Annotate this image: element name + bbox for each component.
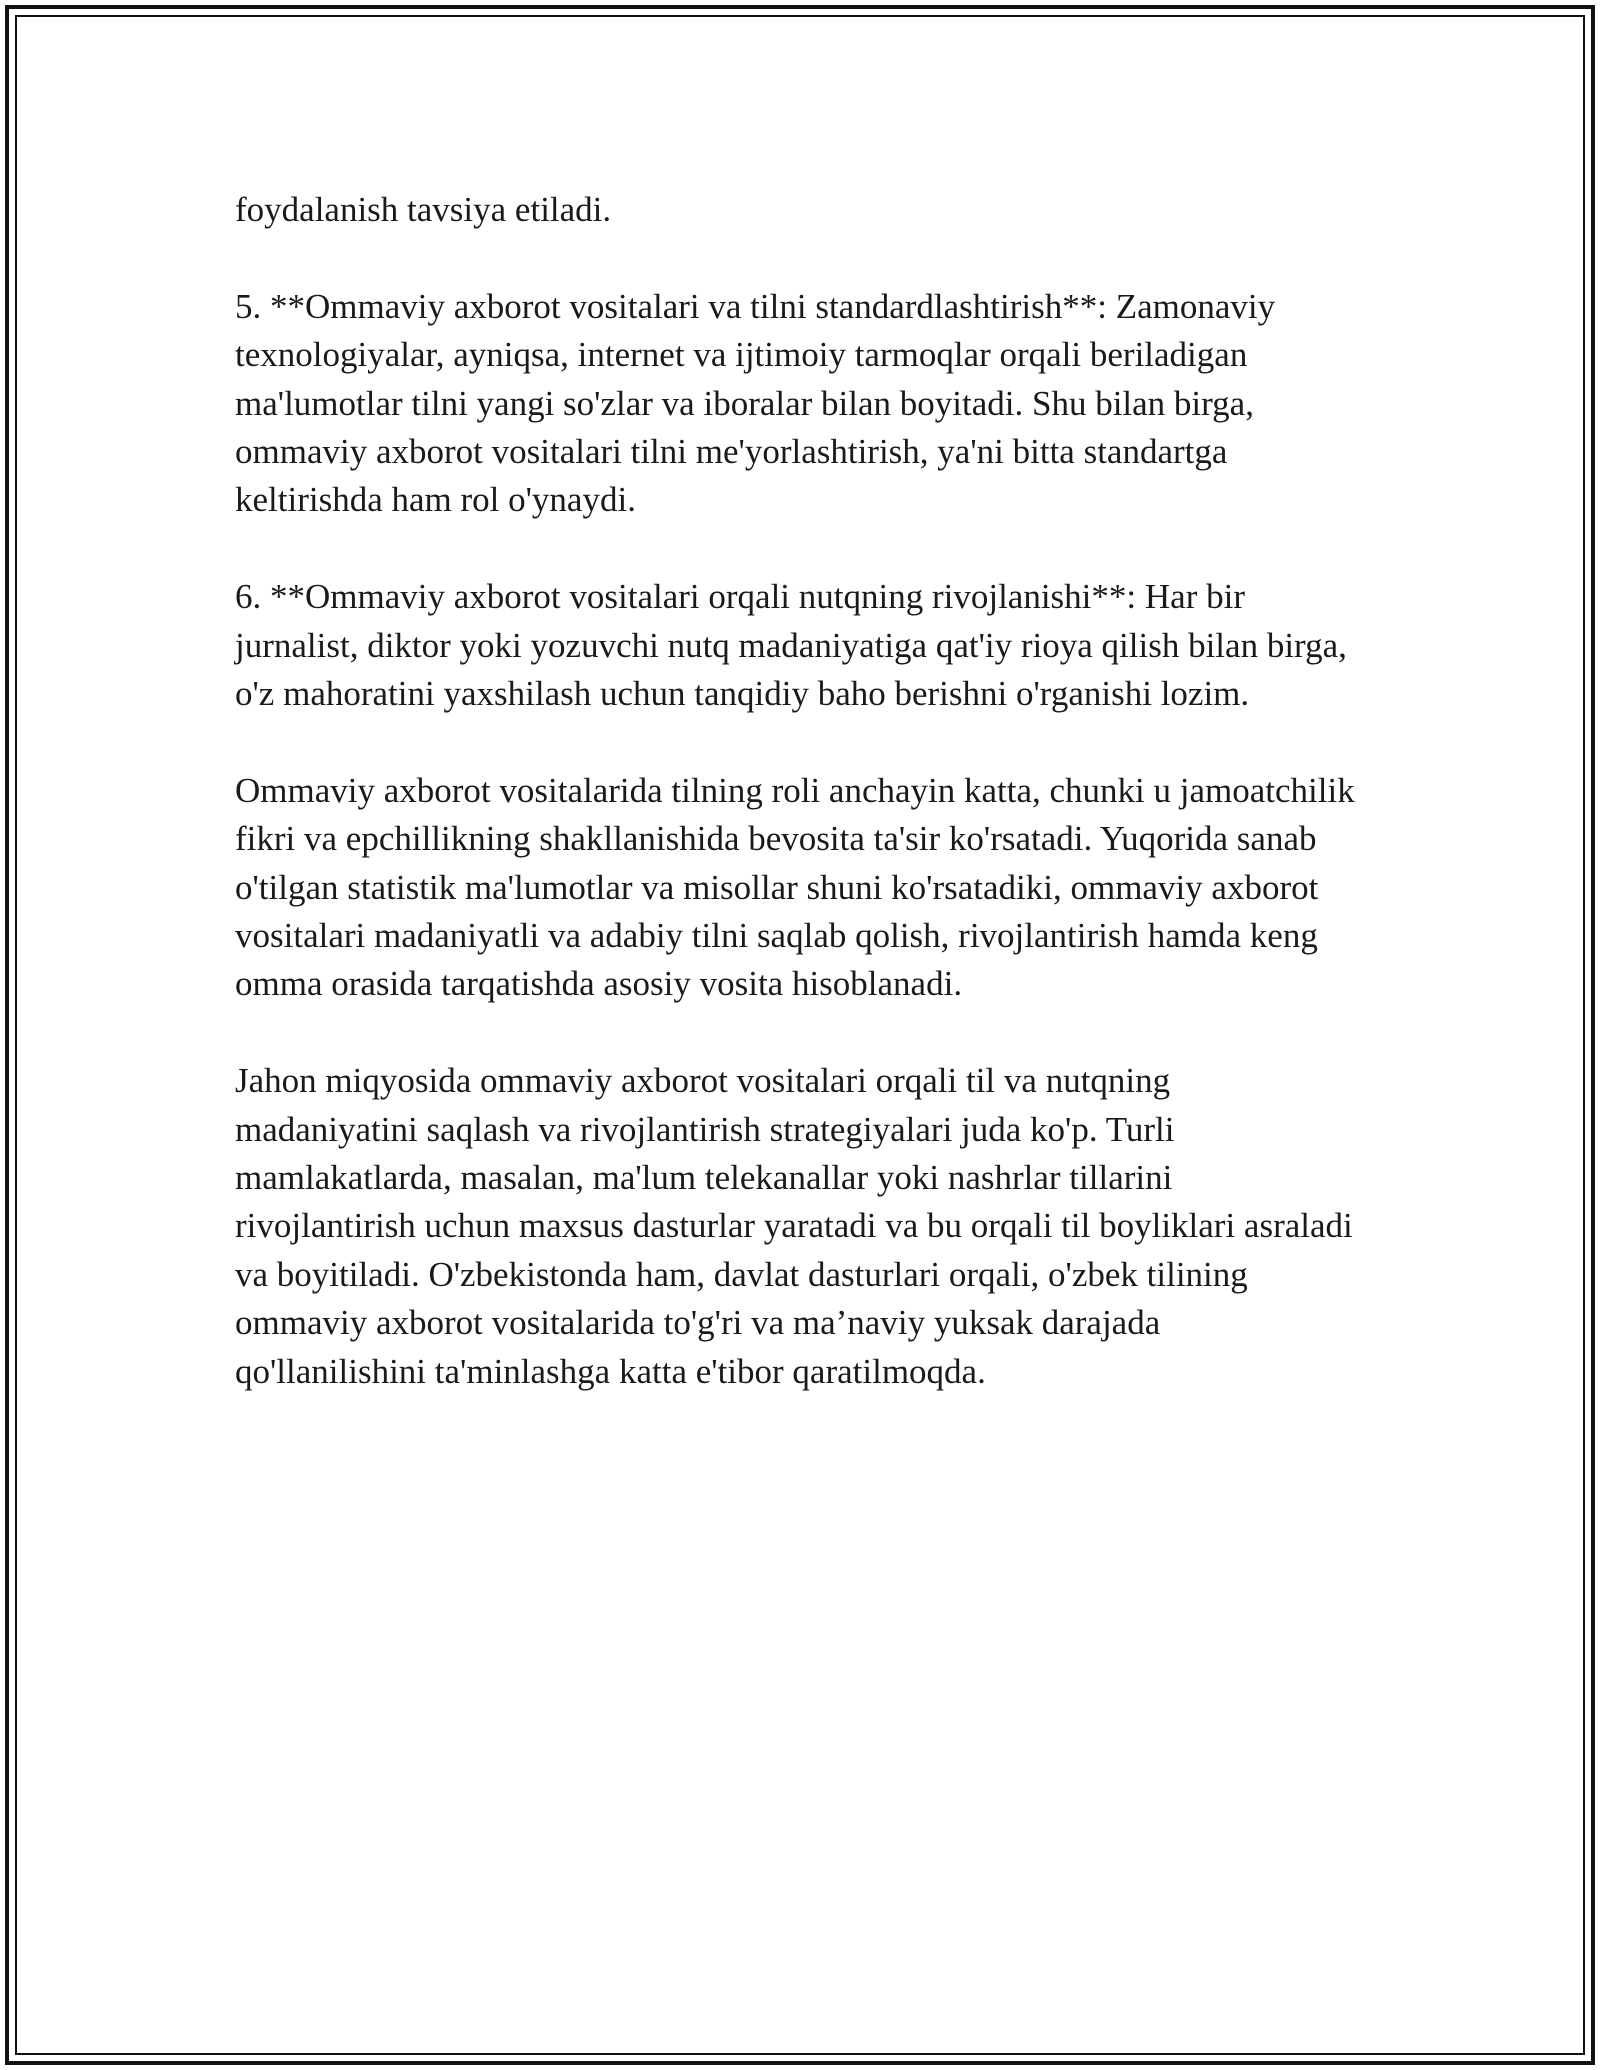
paragraph-global-strategies: Jahon miqyosida ommaviy axborot vositalari orqali til va nutqning madaniyatini saqlash va rivojlantirish strategiyalari juda ko'p. Turli mamlakatlarda, masalan, ma'lum telekanallar yoki nashrlar tillarini rivojlantirish uchun maxsus dasturlar yaratadi va bu orqali til boyliklari asraladi va boyitiladi. O'zbekistonda ham, davlat dasturlari orqali, o'zbek tilining ommaviy axborot vositalarida to'g'ri va ma’naviy yuksak darajada qo'llanilishini ta'minlashga katta e'tibor qaratilmoqda. bbox=[235, 1061, 1353, 1391]
paragraph-continuation: foydalanish tavsiya etiladi. bbox=[235, 190, 612, 229]
paragraph-item-6: 6. **Ommaviy axborot vositalari orqali nutqning rivojlanishi**: Har bir jurnalist, diktor yoki yozuvchi nutq madaniyatiga qat'iy rioya qilish bilan birga, o'z mahoratini yaxshilash uchun tanqidiy baho berishni o'rganishi lozim. bbox=[235, 577, 1347, 714]
paragraph-conclusion: Ommaviy axborot vositalarida tilning roli anchayin katta, chunki u jamoatchilik fikri va epchillikning shakllanishida bevosita ta'sir ko'rsatadi. Yuqorida sanab o'tilgan statistik ma'lumotlar va misollar shuni ko'rsatadiki, ommaviy axborot vositalari madaniyatli va adabiy tilni saqlab qolish, rivojlantirish hamda keng omma orasida tarqatishda asosiy vosita hisoblanadi. bbox=[235, 770, 1355, 1004]
document-body bbox=[235, 186, 1355, 1444]
paragraph-item-5: 5. **Ommaviy axborot vositalari va tilni standardlashtirish**: Zamonaviy texnologiyalar, ayniqsa, internet va ijtimoiy tarmoqlar orqali beriladigan ma'lumotlar tilni yangi so'zlar va iboralar bilan boyitadi. Shu bilan birga, ommaviy axborot vositalari tilni me'yorlashtirish, ya'ni bitta standartga keltirishda ham rol o'ynaydi. bbox=[235, 286, 1276, 520]
